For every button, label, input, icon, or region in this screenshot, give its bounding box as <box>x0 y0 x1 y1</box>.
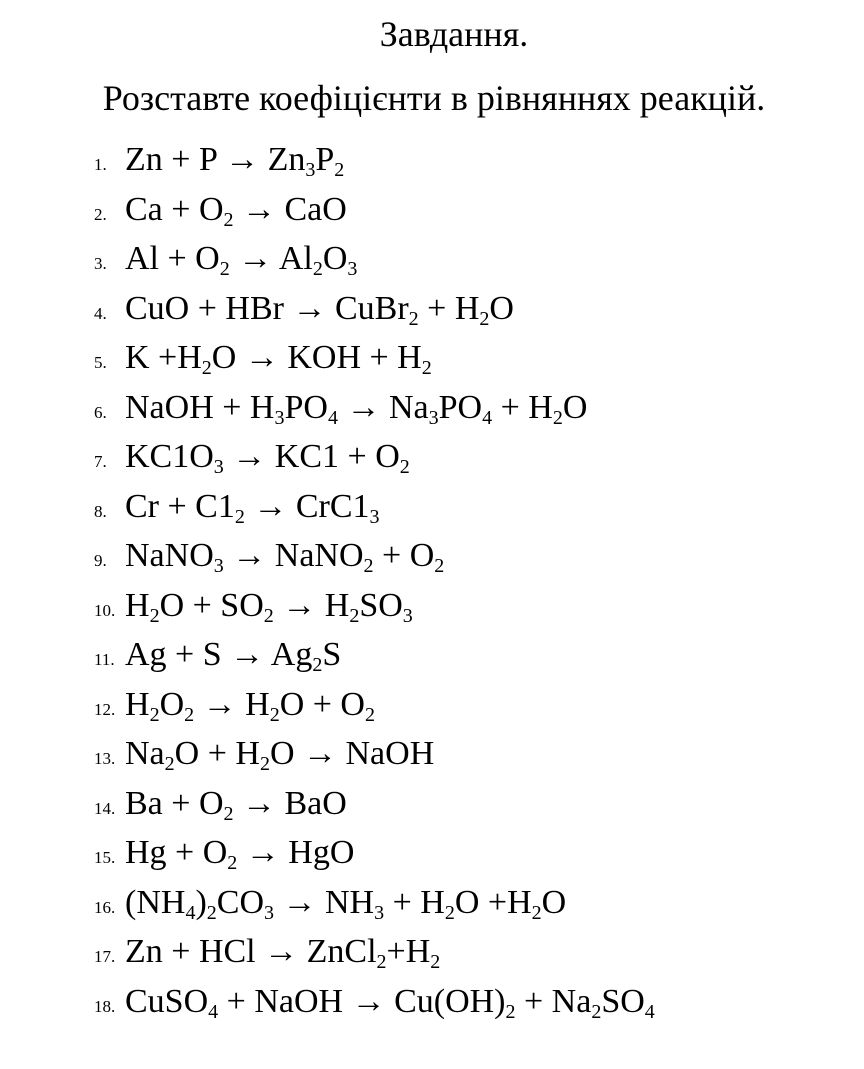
equation-text: +H <box>386 933 431 970</box>
equation-item <box>94 138 854 188</box>
subscript: 2 <box>206 901 217 924</box>
equation-text: → NaNO <box>223 537 364 574</box>
chemical-equation <box>125 237 357 281</box>
subscript: 2 <box>149 604 160 627</box>
equation-item <box>94 633 854 683</box>
chemical-equation <box>125 336 432 380</box>
equation-number: 5. <box>94 353 107 372</box>
chemical-equation <box>125 831 354 875</box>
equation-text: → Na <box>337 388 429 426</box>
subscript: 3 <box>374 901 385 924</box>
equation-number: 3. <box>94 254 107 273</box>
subscript: 2 <box>184 703 195 726</box>
subscript: 2 <box>149 703 160 726</box>
subscript: 3 <box>213 555 224 577</box>
equation-text: O + H <box>174 735 260 772</box>
equation-text: Zn + P → Zn <box>125 141 306 178</box>
subscript: 4 <box>208 1000 219 1023</box>
equation-item <box>94 732 854 782</box>
equation-text: SO <box>359 586 403 624</box>
equation-item <box>94 831 854 881</box>
equation-text: O <box>562 388 588 426</box>
equation-text: O <box>159 685 185 723</box>
equation-item <box>94 683 854 733</box>
equation-text: + O <box>373 537 435 574</box>
equation-text: → H <box>194 685 270 723</box>
task-instruction: Розставте коефіцієнти в рівняннях реакцій. <box>102 78 766 118</box>
equation-item <box>94 584 854 634</box>
equation-text: (NH <box>125 883 186 921</box>
subscript: 2 <box>505 1000 516 1023</box>
subscript: 2 <box>399 456 410 478</box>
equation-item <box>94 881 854 931</box>
subscript: 2 <box>223 802 234 825</box>
subscript: 2 <box>164 753 175 775</box>
subscript: 3 <box>402 604 413 627</box>
equation-number: 4. <box>94 303 107 323</box>
chemical-equation <box>125 633 341 677</box>
equation-text: + NaOH → Cu(OH) <box>218 982 506 1020</box>
subscript: 4 <box>644 1000 655 1023</box>
chemical-equation <box>125 188 347 232</box>
equation-text: → BaO <box>233 784 347 822</box>
subscript: 2 <box>591 1000 602 1023</box>
subscript: 2 <box>263 604 274 627</box>
subscript: 2 <box>444 901 455 924</box>
subscript: 2 <box>408 307 419 330</box>
subscript: 2 <box>227 852 238 874</box>
equation-list <box>94 138 854 1029</box>
equation-text: P <box>315 141 335 178</box>
subscript: 2 <box>363 555 374 577</box>
equation-text: O <box>541 883 567 921</box>
equation-text: Al + O <box>125 240 220 277</box>
equation-text: O + O <box>279 685 365 723</box>
subscript: 4 <box>482 406 493 429</box>
subscript: 2 <box>269 703 280 726</box>
equation-text: → HgO <box>237 834 355 871</box>
chemical-equation <box>125 386 587 430</box>
equation-number: 12. <box>94 699 116 719</box>
equation-number: 2. <box>94 204 107 224</box>
equation-item <box>94 930 854 980</box>
equation-text: Ba + O <box>125 784 224 822</box>
equation-text: CuSO <box>125 982 209 1020</box>
subscript: 4 <box>185 901 196 924</box>
equation-text: PO <box>438 388 483 426</box>
equation-number: 8. <box>94 501 107 521</box>
equation-item <box>94 386 854 436</box>
equation-text: → NH <box>274 883 375 921</box>
equation-text: ) <box>195 883 207 921</box>
equation-item <box>94 782 854 832</box>
subscript: 2 <box>334 159 345 181</box>
equation-text: O <box>322 240 348 277</box>
subscript: 2 <box>234 505 245 528</box>
equation-item <box>94 188 854 238</box>
equation-text: KC1O <box>125 438 214 475</box>
subscript: 2 <box>364 703 375 726</box>
equation-number: 10. <box>94 600 116 620</box>
chemical-equation <box>125 534 444 578</box>
equation-number: 16. <box>94 897 116 917</box>
equation-text: Zn + HCl → ZnCl <box>125 933 377 970</box>
equation-item <box>94 980 854 1030</box>
subscript: 3 <box>347 258 358 280</box>
equation-text: K +H <box>125 339 202 376</box>
equation-text: Ag + S → Ag <box>125 636 313 673</box>
equation-text: Na <box>125 735 165 772</box>
equation-number: 15. <box>94 848 116 867</box>
subscript: 2 <box>552 406 563 429</box>
chemical-equation <box>125 782 347 826</box>
equation-text: O + SO <box>159 586 264 624</box>
chemical-equation <box>125 930 440 974</box>
equation-text: H <box>125 586 150 624</box>
equation-item <box>94 237 854 287</box>
equation-text: → KC1 + O <box>223 438 400 475</box>
subscript: 2 <box>201 357 212 379</box>
subscript: 3 <box>369 505 380 528</box>
page-title: Завдання. <box>379 14 529 54</box>
equation-text: O +H <box>454 883 532 921</box>
equation-text: + Na <box>515 982 592 1020</box>
equation-text: PO <box>284 388 328 426</box>
subscript: 2 <box>430 951 441 973</box>
subscript: 2 <box>349 604 360 627</box>
subscript: 3 <box>305 159 316 181</box>
chemical-equation <box>125 435 410 479</box>
subscript: 2 <box>259 753 270 775</box>
chemical-equation <box>125 287 514 331</box>
equation-item <box>94 336 854 386</box>
equation-text: + H <box>418 289 480 327</box>
chemical-equation <box>125 980 655 1024</box>
equation-text: SO <box>601 982 645 1020</box>
subscript: 2 <box>312 654 323 676</box>
subscript: 3 <box>274 406 285 429</box>
chemical-equation <box>125 683 375 727</box>
equation-text: → H <box>273 586 350 624</box>
chemical-equation <box>125 881 566 925</box>
equation-text: → CaO <box>233 190 347 228</box>
equation-text: NaNO <box>125 537 214 574</box>
equation-text: NaOH + H <box>125 388 275 426</box>
equation-text: O <box>489 289 514 327</box>
subscript: 2 <box>223 208 234 231</box>
subscript: 2 <box>421 357 432 379</box>
subscript: 3 <box>264 901 274 924</box>
chemical-equation <box>125 732 434 776</box>
subscript: 2 <box>479 307 490 330</box>
subscript: 3 <box>428 406 439 429</box>
chemical-equation <box>125 584 413 628</box>
equation-item <box>94 485 854 535</box>
equation-number: 17. <box>94 947 116 966</box>
equation-text: → Al <box>229 240 313 277</box>
subscript: 4 <box>327 406 338 429</box>
equation-text: H <box>125 685 150 723</box>
subscript: 2 <box>434 555 445 577</box>
subscript: 3 <box>213 456 224 478</box>
equation-text: O → NaOH <box>269 735 435 772</box>
subscript: 2 <box>376 951 387 973</box>
equation-number: 14. <box>94 798 116 818</box>
equation-text: + H <box>492 388 553 426</box>
equation-number: 1. <box>94 155 107 174</box>
equation-item <box>94 435 854 485</box>
equation-text: → CrC1 <box>244 487 370 525</box>
equation-text: + H <box>384 883 445 921</box>
equation-number: 7. <box>94 452 107 471</box>
equation-number: 6. <box>94 402 107 422</box>
equation-text: S <box>322 636 342 673</box>
equation-text: Ca + O <box>125 190 224 228</box>
subscript: 2 <box>219 258 230 280</box>
equation-text: CuO + HBr → CuBr <box>125 289 409 327</box>
equation-item <box>94 534 854 584</box>
equation-number: 11. <box>94 650 115 669</box>
equation-number: 13. <box>94 749 116 768</box>
subscript: 2 <box>531 901 542 924</box>
subscript: 2 <box>312 258 323 280</box>
equation-item <box>94 287 854 337</box>
equation-number: 9. <box>94 551 107 570</box>
equation-text: O → KOH + H <box>211 339 422 376</box>
equation-text: Cr + C1 <box>125 487 235 525</box>
equation-text: Hg + O <box>125 834 228 871</box>
chemical-equation <box>125 138 344 182</box>
equation-text: CO <box>216 883 264 921</box>
chemical-equation <box>125 485 380 529</box>
equation-number: 18. <box>94 996 116 1016</box>
